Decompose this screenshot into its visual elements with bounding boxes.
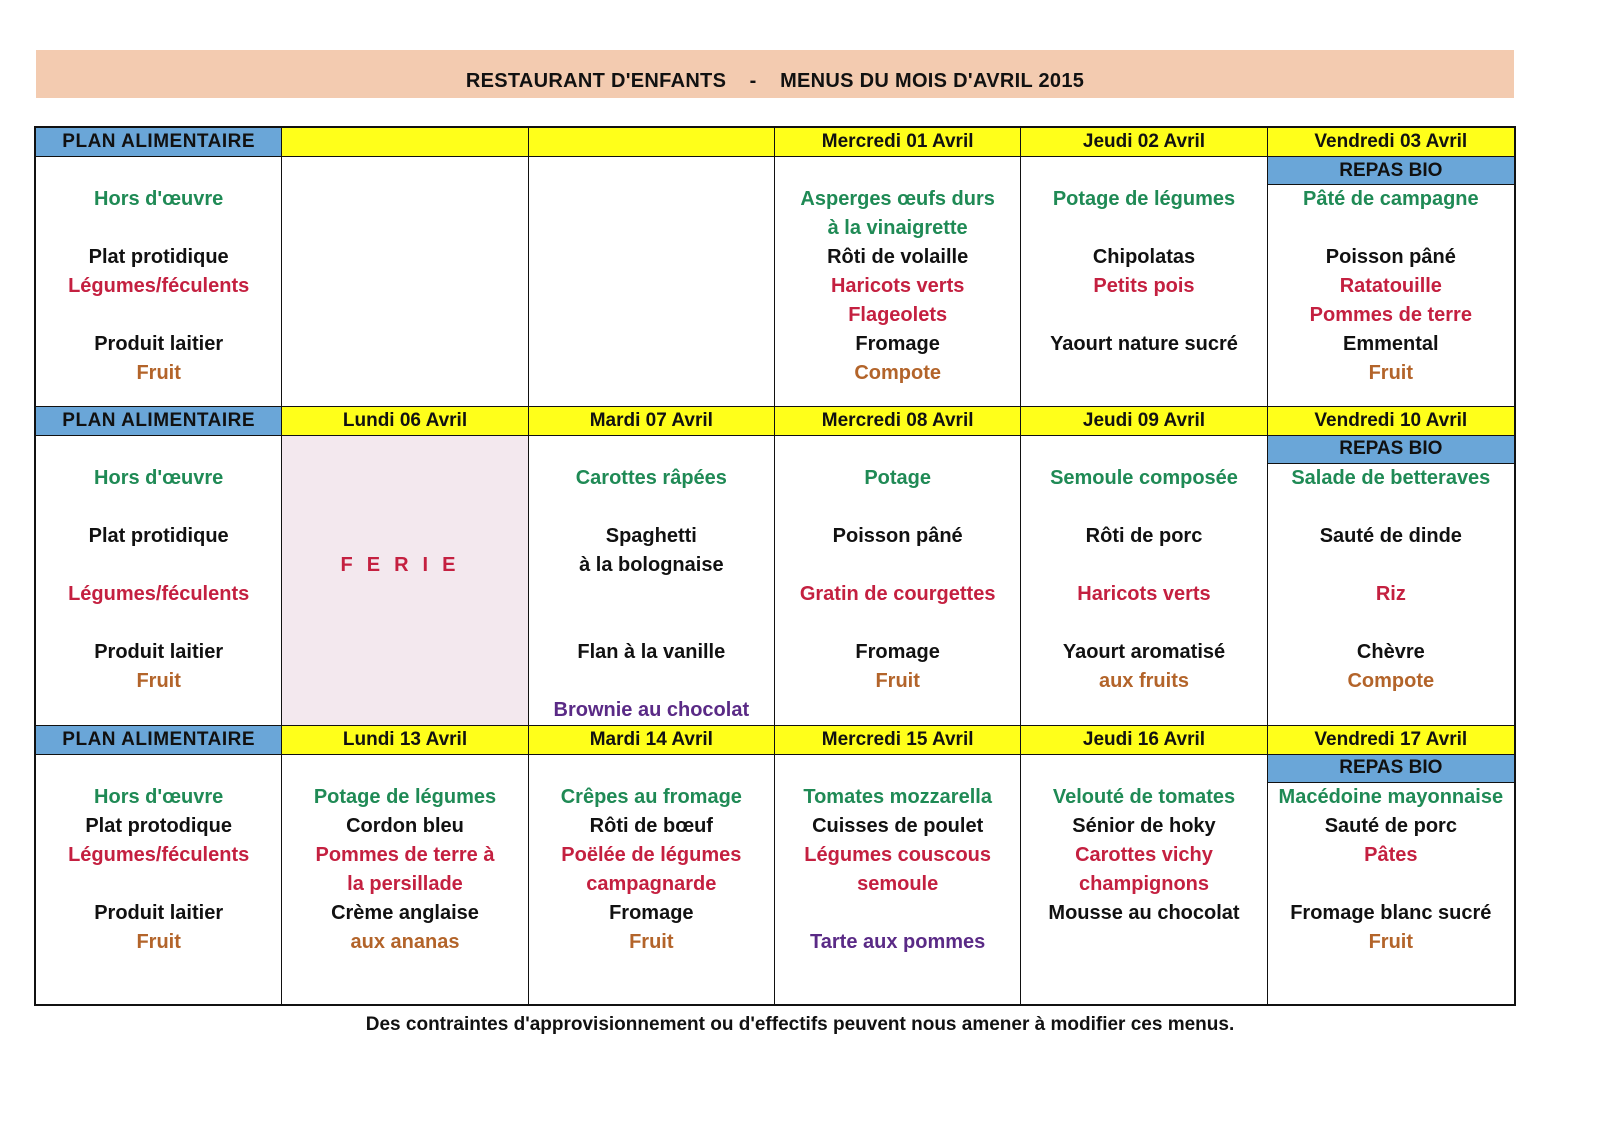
plan-line: Plat protidique: [88, 524, 229, 547]
menu-line: Pâté de campagne: [1303, 188, 1479, 210]
plan-line: Légumes/féculents: [68, 843, 250, 866]
menu-line: Cuisses de poulet: [812, 814, 984, 837]
menu-line: Poisson pâné: [832, 524, 963, 547]
day-header: Vendredi 17 Avril: [1268, 726, 1514, 755]
plan-line: Produit laitier: [94, 333, 224, 355]
menu-line: Fruit: [875, 669, 920, 692]
day-menu: [282, 157, 528, 407]
menu-line: Flageolets: [848, 304, 948, 326]
menu-line: aux fruits: [1098, 669, 1189, 692]
menu-line: Sénior de hoky: [1072, 814, 1216, 837]
day-header: Mercredi 01 Avril: [775, 128, 1021, 157]
day-header: Jeudi 16 Avril: [1021, 726, 1267, 755]
menu-line: Fromage: [855, 333, 940, 355]
day-header: [282, 128, 528, 157]
menu-line: Sauté de dinde: [1319, 524, 1462, 547]
day-menu: [1268, 157, 1514, 407]
menu-line: Rôti de bœuf: [589, 814, 713, 837]
menu-line: Emmental: [1343, 333, 1439, 355]
day-menu: [775, 436, 1021, 726]
menu-line: Pâtes: [1364, 843, 1418, 866]
menu-line: la persillade: [347, 872, 463, 895]
menu-line: Brownie au chocolat: [553, 698, 750, 721]
menu-line: aux ananas: [350, 930, 460, 953]
menu-line: Haricots verts: [830, 275, 965, 297]
day-header: Mardi 14 Avril: [529, 726, 775, 755]
menu-line: Chipolatas: [1092, 246, 1196, 268]
plan-line: Hors d'œuvre: [94, 466, 224, 489]
menu-line: Potage: [864, 466, 931, 489]
menu-line: Fromage: [855, 640, 940, 663]
menu-line: Asperges œufs durs: [800, 188, 995, 210]
menu-line: Velouté de tomates: [1052, 785, 1236, 808]
day-header: Mardi 07 Avril: [529, 407, 775, 436]
day-menu: [1021, 755, 1267, 1005]
menu-line: Tomates mozzarella: [803, 785, 992, 808]
plan-line: Hors d'œuvre: [94, 188, 224, 210]
day-header: Vendredi 10 Avril: [1268, 407, 1514, 436]
menu-line: Rôti de volaille: [827, 246, 969, 268]
menu-line: Poisson pâné: [1325, 246, 1456, 268]
menu-line: Compote: [1347, 669, 1435, 692]
menu-line: Carottes vichy: [1075, 843, 1213, 866]
bio-badge: REPAS BIO: [1268, 755, 1514, 783]
day-menu: [1268, 436, 1514, 726]
menu-line: Gratin de courgettes: [799, 582, 996, 605]
menu-line: Tarte aux pommes: [810, 930, 986, 953]
menu-line: champignons: [1078, 872, 1209, 895]
bio-badge: REPAS BIO: [1268, 436, 1514, 464]
menu-line: Poëlée de légumes: [561, 843, 742, 866]
menu-line: Riz: [1375, 582, 1406, 605]
menu-line: Rôti de porc: [1085, 524, 1203, 547]
plan-header: PLAN ALIMENTAIRE: [36, 407, 282, 436]
day-menu: [282, 755, 528, 1005]
plan-line: Fruit: [136, 930, 181, 953]
plan-line: Plat protodique: [85, 814, 232, 837]
plan-column: [36, 436, 282, 726]
bio-badge: REPAS BIO: [1268, 157, 1514, 185]
menu-line: Mousse au chocolat: [1048, 901, 1240, 924]
menu-line: Fruit: [1368, 362, 1414, 384]
plan-line: Légumes/féculents: [68, 275, 250, 297]
day-menu: [1021, 436, 1267, 726]
footer-note: Des contraintes d'approvisionnement ou d'effectifs peuvent nous amener à modifier ces menus.: [365, 1014, 1235, 1035]
menu-line: Fruit: [629, 930, 674, 953]
menu-line: Flan à la vanille: [577, 640, 726, 663]
day-header: Vendredi 03 Avril: [1268, 128, 1514, 157]
menu-line: Pommes de terre: [1309, 304, 1472, 326]
menu-line: Sauté de porc: [1324, 814, 1457, 837]
day-menu: [529, 436, 775, 726]
holiday-label: FERIE: [340, 553, 470, 576]
menu-line: Fruit: [1368, 930, 1414, 953]
day-header: Mercredi 08 Avril: [775, 407, 1021, 436]
plan-header: PLAN ALIMENTAIRE: [36, 726, 282, 755]
menu-line: Compote: [854, 362, 941, 384]
plan-column: [36, 157, 282, 407]
day-header: [529, 128, 775, 157]
menu-line: Macédoine mayonnaise: [1278, 785, 1504, 808]
page-title: RESTAURANT D'ENFANTS - MENUS DU MOIS D'AVRIL 2015: [465, 69, 1085, 92]
day-header: Mercredi 15 Avril: [775, 726, 1021, 755]
menu-line: Spaghetti: [605, 524, 697, 547]
menu-line: semoule: [857, 872, 939, 895]
menu-line: Crème anglaise: [331, 901, 479, 924]
menu-line: Légumes couscous: [804, 843, 992, 866]
menu-line: Fromage: [609, 901, 694, 924]
menu-line: Crêpes au fromage: [560, 785, 742, 808]
plan-line: Fruit: [136, 362, 181, 384]
menu-grid: [34, 126, 1516, 1006]
menu-line: Potage de légumes: [313, 785, 497, 808]
menu-line: Chèvre: [1356, 640, 1425, 663]
menu-line: Potage de légumes: [1052, 188, 1236, 210]
plan-line: Fruit: [136, 669, 181, 692]
day-header: Lundi 13 Avril: [282, 726, 528, 755]
menu-line: Ratatouille: [1339, 275, 1442, 297]
menu-line: à la vinaigrette: [827, 217, 968, 239]
plan-line: Hors d'œuvre: [94, 785, 224, 808]
menu-line: Carottes râpées: [575, 466, 727, 489]
day-header: Lundi 06 Avril: [282, 407, 528, 436]
day-menu: [529, 755, 775, 1005]
menu-line: Pommes de terre à: [315, 843, 495, 866]
plan-header: PLAN ALIMENTAIRE: [36, 128, 282, 157]
holiday-cell: [282, 436, 528, 726]
menu-line: Semoule composée: [1050, 466, 1238, 489]
plan-line: Produit laitier: [94, 640, 224, 663]
day-menu: [529, 157, 775, 407]
menu-line: Cordon bleu: [346, 814, 464, 837]
day-menu: [1268, 755, 1514, 1005]
menu-line: Haricots verts: [1077, 582, 1211, 605]
menu-line: Salade de betteraves: [1291, 466, 1491, 489]
menu-line: à la bolognaise: [579, 553, 724, 576]
day-menu: [1021, 157, 1267, 407]
plan-line: Plat protidique: [88, 246, 229, 268]
plan-line: Produit laitier: [94, 901, 224, 924]
day-header: Jeudi 02 Avril: [1021, 128, 1267, 157]
plan-column: [36, 755, 282, 1005]
menu-line: Yaourt aromatisé: [1062, 640, 1226, 663]
plan-line: Légumes/féculents: [68, 582, 250, 605]
menu-line: Petits pois: [1093, 275, 1195, 297]
day-menu: [775, 755, 1021, 1005]
day-menu: [775, 157, 1021, 407]
menu-line: Fromage blanc sucré: [1290, 901, 1492, 924]
title-band: [36, 50, 1514, 98]
menu-line: Yaourt nature sucré: [1050, 333, 1238, 355]
day-header: Jeudi 09 Avril: [1021, 407, 1267, 436]
menu-line: campagnarde: [586, 872, 717, 895]
